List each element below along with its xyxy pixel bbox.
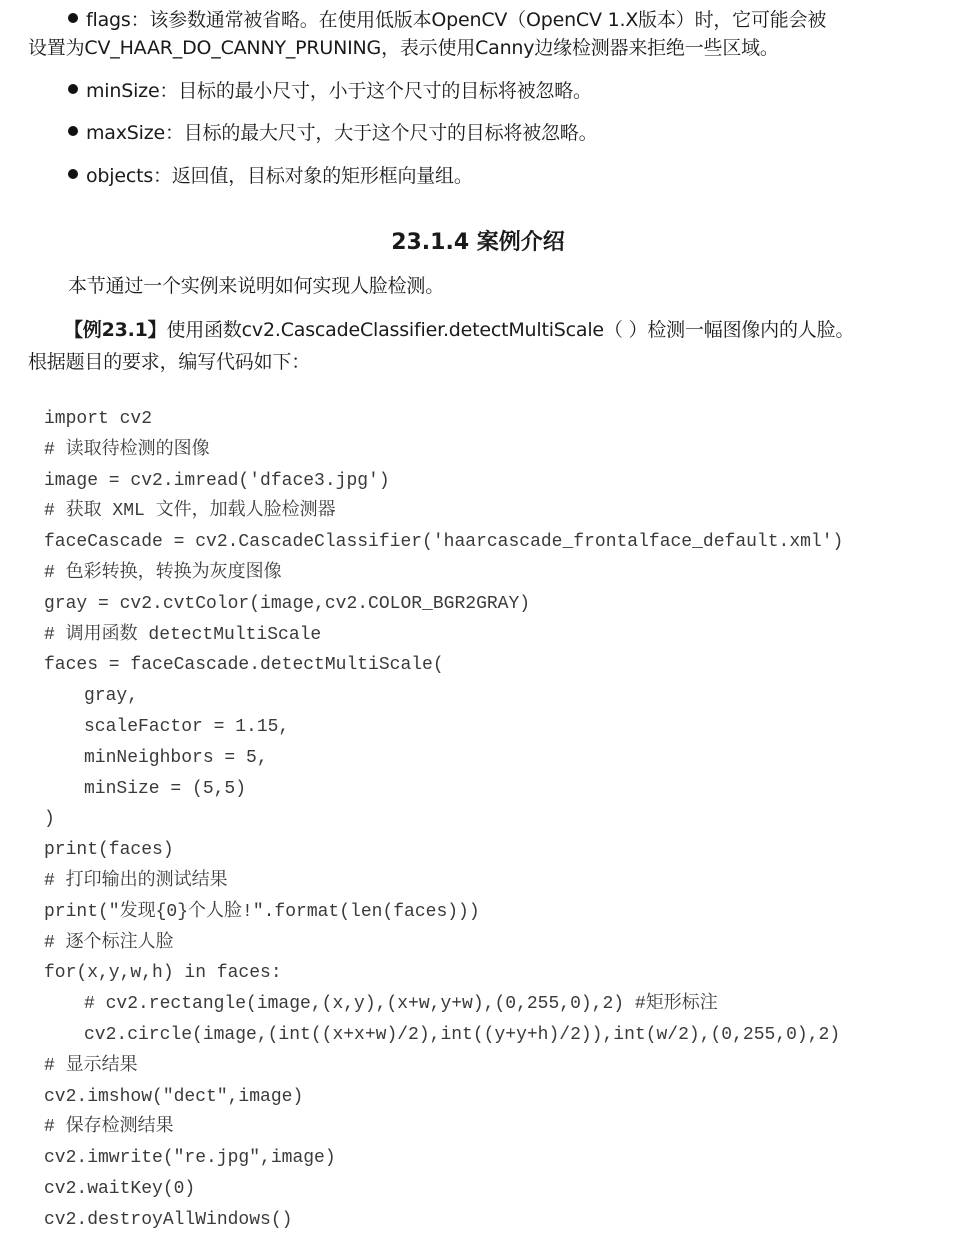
section-intro: 本节通过一个实例来说明如何实现人脸检测。 bbox=[68, 275, 445, 297]
code-line: cv2.destroyAllWindows() bbox=[44, 1209, 293, 1230]
example-statement bbox=[64, 316, 854, 344]
bullet-icon bbox=[68, 84, 78, 94]
param-objects-text: objects：返回值，目标对象的矩形框向量组。 bbox=[86, 165, 473, 187]
code-comment: # 显示结果 bbox=[44, 1055, 138, 1076]
code-line: minNeighbors = 5, bbox=[84, 747, 268, 768]
section-heading: 23.1.4 案例介绍 bbox=[391, 230, 565, 255]
example-label: 【例23.1】 bbox=[64, 319, 167, 341]
code-line: ) bbox=[44, 809, 55, 830]
param-maxsize bbox=[68, 119, 597, 147]
code-comment: # 读取待检测的图像 bbox=[44, 439, 210, 460]
code-line: faceCascade = cv2.CascadeClassifier('haarcascade_frontalface_default.xml') bbox=[44, 532, 844, 553]
code-line: print(faces) bbox=[44, 840, 174, 861]
code-line: faces = faceCascade.detectMultiScale( bbox=[44, 655, 444, 676]
example-text: 使用函数cv2.CascadeClassifier.detectMultiScale（ ）检测一幅图像内的人脸。 bbox=[166, 319, 855, 341]
code-line: cv2.imwrite("re.jpg",image) bbox=[44, 1148, 336, 1169]
code-line: cv2.imshow("dect",image) bbox=[44, 1086, 304, 1107]
code-line: image = cv2.imread('dface3.jpg') bbox=[44, 470, 390, 491]
bullet-icon bbox=[68, 13, 78, 23]
param-minsize bbox=[68, 77, 592, 105]
param-objects bbox=[68, 162, 473, 190]
code-comment: # 打印输出的测试结果 bbox=[44, 870, 228, 891]
code-comment: # 获取 XML 文件，加载人脸检测器 bbox=[44, 501, 336, 522]
code-comment: # 调用函数 detectMultiScale bbox=[44, 624, 322, 645]
code-comment: # 色彩转换，转换为灰度图像 bbox=[44, 562, 282, 583]
code-line: for(x,y,w,h) in faces: bbox=[44, 963, 282, 984]
param-maxsize-text: maxSize：目标的最大尺寸，大于这个尺寸的目标将被忽略。 bbox=[86, 122, 598, 144]
code-line: import cv2 bbox=[44, 409, 153, 429]
param-minsize-text: minSize：目标的最小尺寸，小于这个尺寸的目标将被忽略。 bbox=[86, 80, 592, 102]
code-comment: # 逐个标注人脸 bbox=[44, 932, 174, 953]
bullet-icon bbox=[68, 126, 78, 136]
param-flags bbox=[68, 6, 826, 34]
param-flags-continuation: 设置为CV_HAAR_DO_CANNY_PRUNING，表示使用Canny边缘检测器来拒绝一些区域。 bbox=[28, 37, 779, 59]
code-block bbox=[44, 404, 843, 1236]
bullet-icon bbox=[68, 169, 78, 179]
code-line: scaleFactor = 1.15, bbox=[84, 716, 290, 737]
code-comment: # cv2.rectangle(image,(x,y),(x+w,y+w),(0,255,0),2) #矩形标注 bbox=[84, 994, 718, 1015]
code-line: cv2.waitKey(0) bbox=[44, 1178, 196, 1199]
code-line: gray, bbox=[84, 686, 139, 707]
code-comment: # 保存检测结果 bbox=[44, 1117, 174, 1138]
code-line: gray = cv2.cvtColor(image,cv2.COLOR_BGR2GRAY) bbox=[44, 593, 531, 614]
example-continuation: 根据题目的要求，编写代码如下： bbox=[28, 351, 311, 373]
code-line: print("发现{0}个人脸!".format(len(faces))) bbox=[44, 901, 480, 922]
code-line: cv2.circle(image,(int((x+x+w)/2),int((y+y+h)/2)),int(w/2),(0,255,0),2) bbox=[84, 1024, 841, 1045]
code-line: minSize = (5,5) bbox=[84, 778, 247, 799]
param-flags-line1: flags：该参数通常被省略。在使用低版本OpenCV（OpenCV 1.X版本）时，它可能会被 bbox=[86, 9, 827, 31]
